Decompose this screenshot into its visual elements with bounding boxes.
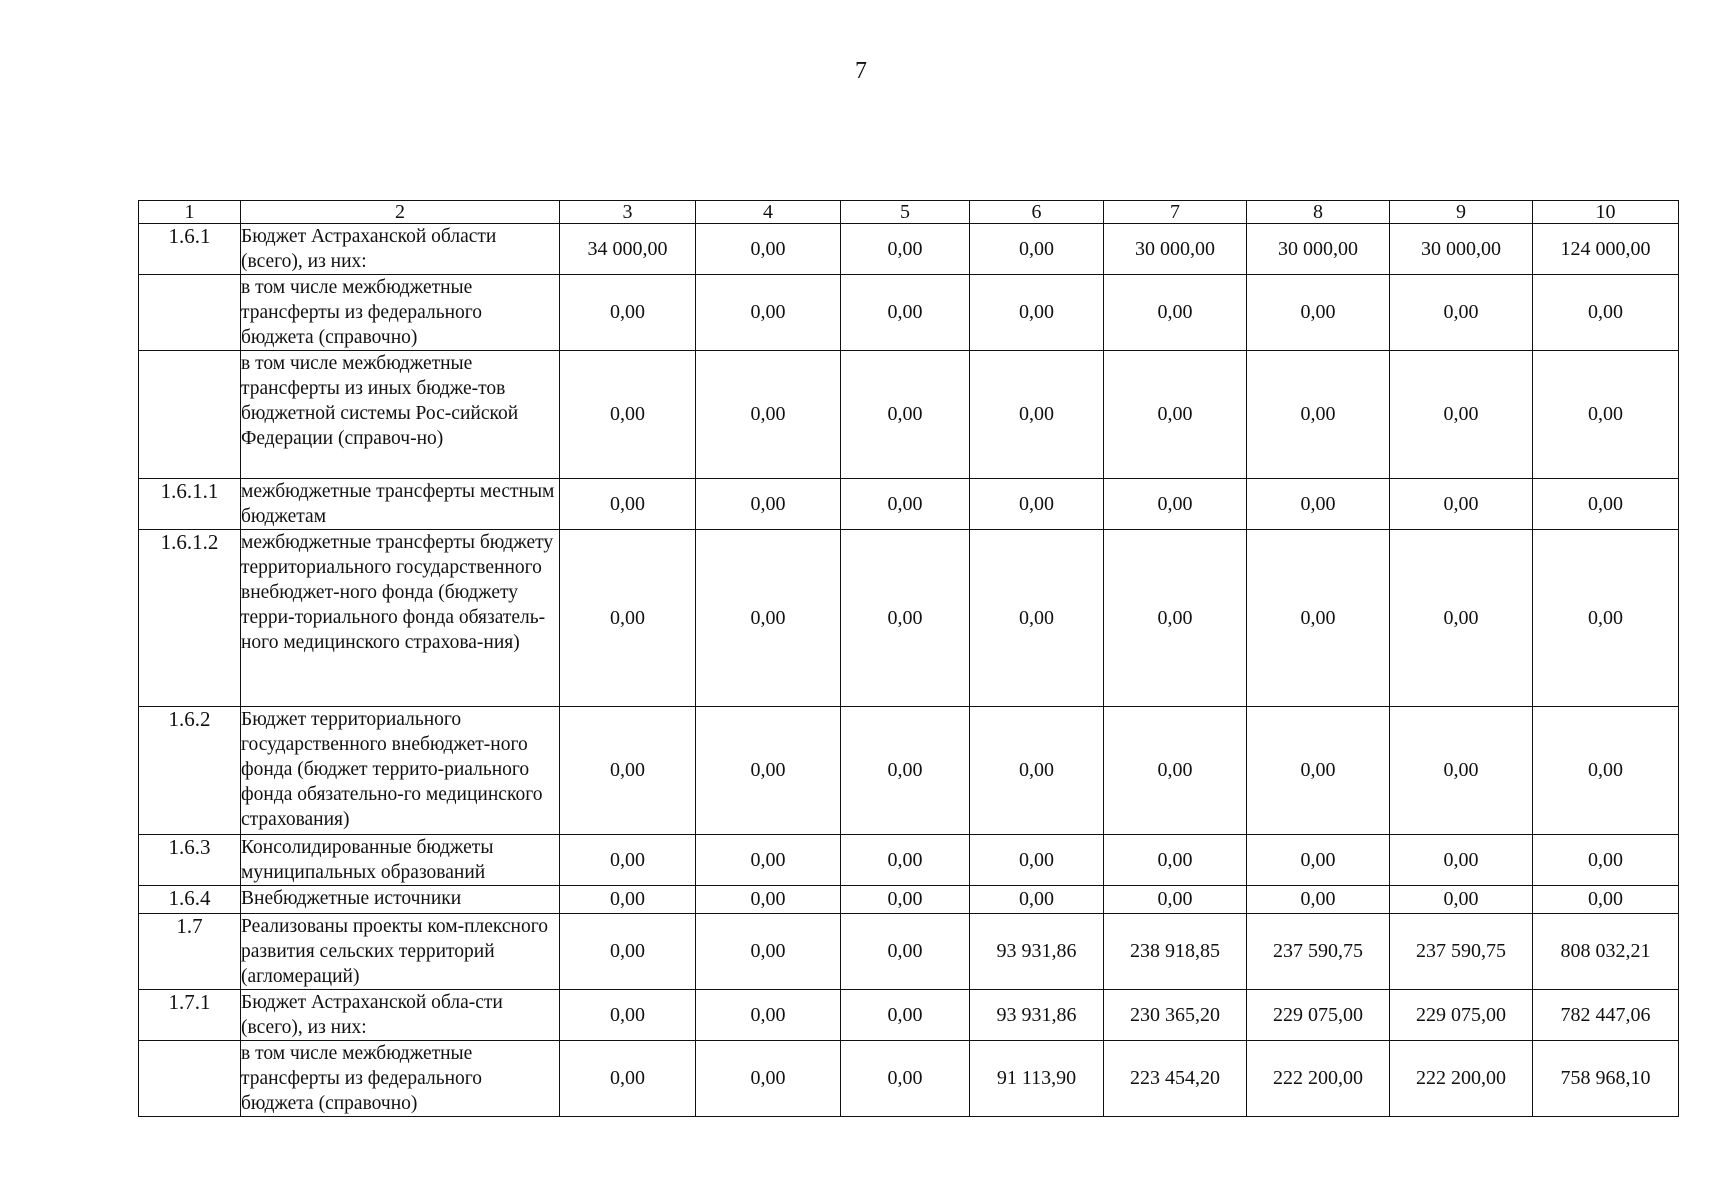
table-row (139, 224, 1679, 275)
value-cell: 93 931,86 (970, 990, 1104, 1041)
value-cell: 0,00 (1390, 707, 1533, 835)
row-code (139, 275, 241, 351)
value-cell: 0,00 (560, 990, 696, 1041)
table-row (139, 990, 1679, 1041)
value-cell: 237 590,75 (1390, 914, 1533, 990)
column-header: 7 (1104, 201, 1247, 224)
value-cell: 0,00 (841, 275, 970, 351)
row-code: 1.6.4 (139, 886, 241, 914)
value-cell: 0,00 (696, 990, 841, 1041)
table-row (139, 886, 1679, 914)
row-name: Бюджет территориального государственного внебюджет-ного фонда (бюджет террито-риального фонда обязательно-го медицинского страхования) (241, 707, 560, 835)
value-cell: 30 000,00 (1104, 224, 1247, 275)
value-cell: 0,00 (841, 914, 970, 990)
row-name: в том числе межбюджетные трансферты из федерального бюджета (справочно) (241, 275, 560, 351)
value-cell: 0,00 (841, 1041, 970, 1117)
value-cell: 0,00 (1104, 835, 1247, 886)
value-cell: 0,00 (1533, 707, 1679, 835)
table-row (139, 275, 1679, 351)
value-cell: 0,00 (560, 707, 696, 835)
value-cell: 0,00 (1247, 275, 1390, 351)
page-number: 7 (855, 58, 867, 84)
value-cell: 222 200,00 (1390, 1041, 1533, 1117)
value-cell: 30 000,00 (1247, 224, 1390, 275)
value-cell: 30 000,00 (1390, 224, 1533, 275)
value-cell: 0,00 (841, 224, 970, 275)
value-cell: 0,00 (1390, 479, 1533, 530)
row-name: Внебюджетные источники (241, 886, 560, 914)
value-cell: 0,00 (841, 990, 970, 1041)
row-name: Бюджет Астраханской области (всего), из них: (241, 224, 560, 275)
value-cell: 782 447,06 (1533, 990, 1679, 1041)
value-cell: 0,00 (696, 1041, 841, 1117)
value-cell: 0,00 (1390, 886, 1533, 914)
table-row (139, 914, 1679, 990)
value-cell: 0,00 (1390, 275, 1533, 351)
value-cell: 223 454,20 (1104, 1041, 1247, 1117)
value-cell: 0,00 (560, 275, 696, 351)
row-name: Реализованы проекты ком-плексного развития сельских территорий (агломераций) (241, 914, 560, 990)
value-cell: 0,00 (1247, 530, 1390, 707)
value-cell: 0,00 (1104, 707, 1247, 835)
value-cell: 34 000,00 (560, 224, 696, 275)
value-cell: 0,00 (1247, 707, 1390, 835)
value-cell: 0,00 (1390, 530, 1533, 707)
column-header: 9 (1390, 201, 1533, 224)
row-code: 1.6.1 (139, 224, 241, 275)
value-cell: 0,00 (1247, 835, 1390, 886)
column-header: 6 (970, 201, 1104, 224)
value-cell: 0,00 (970, 835, 1104, 886)
value-cell: 0,00 (841, 479, 970, 530)
value-cell: 0,00 (560, 479, 696, 530)
row-code: 1.6.1.2 (139, 530, 241, 707)
row-code (139, 1041, 241, 1117)
value-cell: 237 590,75 (1247, 914, 1390, 990)
value-cell: 0,00 (696, 275, 841, 351)
row-name: Бюджет Астраханской обла-сти (всего), из них: (241, 990, 560, 1041)
value-cell: 229 075,00 (1390, 990, 1533, 1041)
row-name: межбюджетные трансферты местным бюджетам (241, 479, 560, 530)
column-header: 8 (1247, 201, 1390, 224)
value-cell: 124 000,00 (1533, 224, 1679, 275)
value-cell: 0,00 (696, 835, 841, 886)
value-cell: 0,00 (1104, 479, 1247, 530)
value-cell: 758 968,10 (1533, 1041, 1679, 1117)
value-cell: 91 113,90 (970, 1041, 1104, 1117)
value-cell: 0,00 (560, 835, 696, 886)
value-cell: 0,00 (696, 351, 841, 479)
row-code: 1.6.3 (139, 835, 241, 886)
value-cell: 0,00 (1533, 351, 1679, 479)
value-cell: 0,00 (1533, 275, 1679, 351)
column-header: 1 (139, 201, 241, 224)
value-cell: 0,00 (560, 914, 696, 990)
row-code: 1.7 (139, 914, 241, 990)
value-cell: 0,00 (1533, 530, 1679, 707)
value-cell: 0,00 (696, 707, 841, 835)
value-cell: 0,00 (841, 351, 970, 479)
row-code: 1.6.2 (139, 707, 241, 835)
value-cell: 0,00 (1533, 479, 1679, 530)
table-row (139, 835, 1679, 886)
value-cell: 0,00 (841, 886, 970, 914)
row-name: Консолидированные бюджеты муниципальных образований (241, 835, 560, 886)
budget-table (138, 200, 1679, 1117)
value-cell: 0,00 (696, 886, 841, 914)
column-header: 4 (696, 201, 841, 224)
value-cell: 0,00 (1104, 351, 1247, 479)
value-cell: 0,00 (696, 224, 841, 275)
column-number-row (139, 201, 1679, 224)
column-header: 2 (241, 201, 560, 224)
value-cell: 0,00 (1247, 886, 1390, 914)
column-header: 3 (560, 201, 696, 224)
value-cell: 808 032,21 (1533, 914, 1679, 990)
value-cell: 0,00 (970, 707, 1104, 835)
value-cell: 229 075,00 (1247, 990, 1390, 1041)
value-cell: 0,00 (970, 479, 1104, 530)
value-cell: 0,00 (970, 351, 1104, 479)
column-header: 10 (1533, 201, 1679, 224)
table-row (139, 479, 1679, 530)
value-cell: 0,00 (1247, 351, 1390, 479)
table-row (139, 707, 1679, 835)
value-cell: 0,00 (1247, 479, 1390, 530)
value-cell: 0,00 (970, 224, 1104, 275)
value-cell: 0,00 (696, 914, 841, 990)
value-cell: 0,00 (841, 835, 970, 886)
value-cell: 0,00 (970, 886, 1104, 914)
table-row (139, 351, 1679, 479)
row-name: в том числе межбюджетные трансферты из иных бюдже-тов бюджетной системы Рос-сийской Федерации (справоч-но) (241, 351, 560, 479)
row-name: в том числе межбюджетные трансферты из федерального бюджета (справочно) (241, 1041, 560, 1117)
value-cell: 238 918,85 (1104, 914, 1247, 990)
value-cell: 230 365,20 (1104, 990, 1247, 1041)
row-code: 1.6.1.1 (139, 479, 241, 530)
value-cell: 0,00 (1104, 275, 1247, 351)
value-cell: 0,00 (1390, 835, 1533, 886)
value-cell: 0,00 (560, 1041, 696, 1117)
value-cell: 0,00 (696, 479, 841, 530)
table-row (139, 530, 1679, 707)
value-cell: 0,00 (560, 351, 696, 479)
row-name: межбюджетные трансферты бюджету территориального государственного внебюджет-ного фонда (бюджету терри-ториального фонда обязатель-ного медицинского страхова-ния) (241, 530, 560, 707)
value-cell: 0,00 (1104, 530, 1247, 707)
value-cell: 0,00 (560, 530, 696, 707)
value-cell: 0,00 (560, 886, 696, 914)
value-cell: 0,00 (1533, 886, 1679, 914)
value-cell: 0,00 (696, 530, 841, 707)
value-cell: 0,00 (841, 707, 970, 835)
value-cell: 0,00 (970, 530, 1104, 707)
row-code (139, 351, 241, 479)
value-cell: 0,00 (970, 275, 1104, 351)
value-cell: 0,00 (1533, 835, 1679, 886)
row-code: 1.7.1 (139, 990, 241, 1041)
table-row (139, 1041, 1679, 1117)
value-cell: 93 931,86 (970, 914, 1104, 990)
value-cell: 222 200,00 (1247, 1041, 1390, 1117)
value-cell: 0,00 (1390, 351, 1533, 479)
value-cell: 0,00 (1104, 886, 1247, 914)
column-header: 5 (841, 201, 970, 224)
value-cell: 0,00 (841, 530, 970, 707)
